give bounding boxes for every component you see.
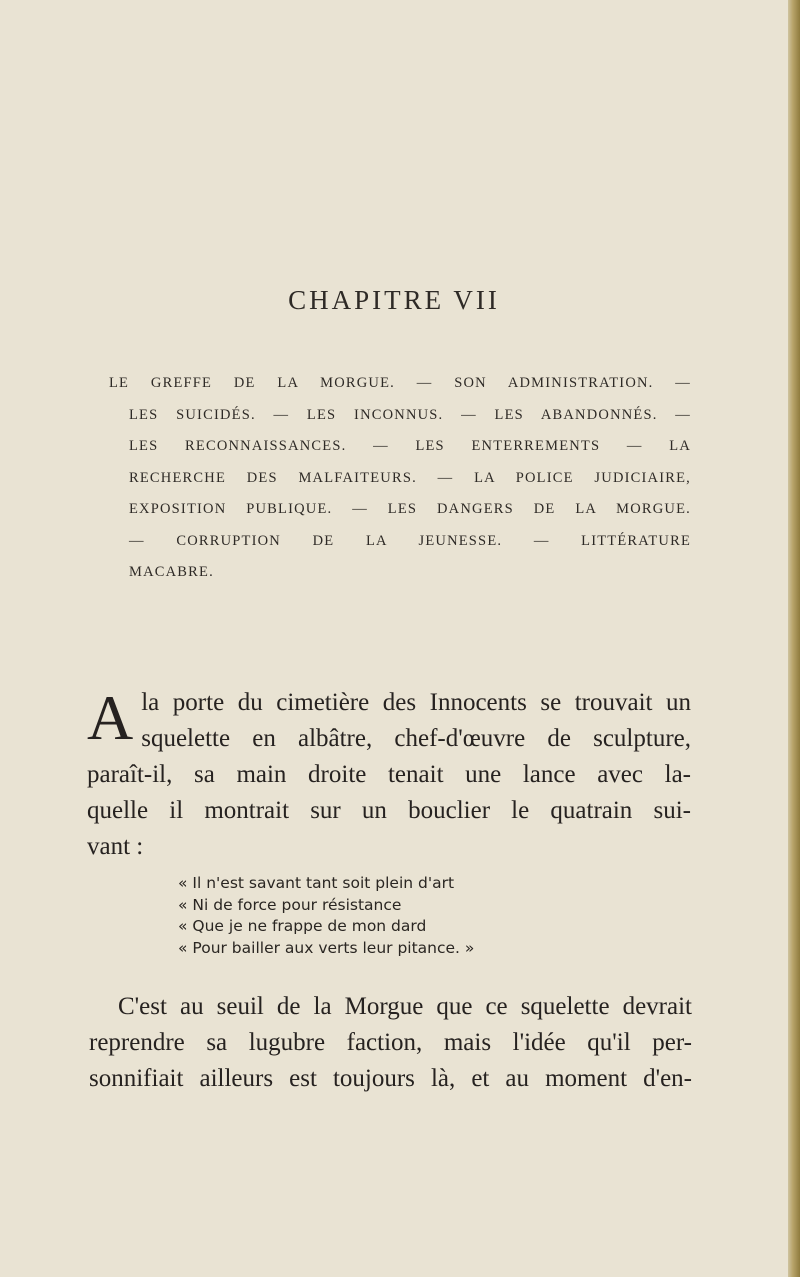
paragraph-line: paraît-il, sa main droite tenait une lance avec la-: [87, 761, 691, 788]
chapter-summary: [109, 368, 691, 589]
verse-line: « Ni de force pour résistance: [178, 895, 402, 914]
summary-line: LES RECONNAISSANCES. — LES ENTERREMENTS — LA: [129, 438, 691, 454]
summary-line: — CORRUPTION DE LA JEUNESSE. — LITTÉRATURE: [129, 532, 691, 549]
paragraph-line: squelette en albâtre, chef-d'œuvre de sculpture,: [141, 725, 691, 752]
paragraph-line: sonnifiait ailleurs est toujours là, et au moment d'en-: [89, 1065, 692, 1092]
chapter-title: CHAPITRE VII: [288, 285, 500, 315]
paragraph-line: quelle il montrait sur un bouclier le quatrain sui-: [87, 797, 691, 824]
paragraph-2: [89, 989, 692, 1097]
paragraph-line: vant :: [87, 833, 144, 860]
quatrain: [178, 873, 474, 959]
paragraph-line: la porte du cimetière des Innocents se trouvait un: [141, 689, 691, 716]
summary-line: EXPOSITION PUBLIQUE. — LES DANGERS DE LA MORGUE.: [129, 501, 691, 517]
drop-cap: A: [87, 682, 134, 753]
verse-line: « Pour bailler aux verts leur pitance. »: [178, 938, 475, 957]
summary-line: RECHERCHE DES MALFAITEURS. — LA POLICE JUDICIAIRE,: [129, 469, 691, 486]
page-edge: [788, 0, 800, 1277]
summary-line: MACABRE.: [129, 564, 214, 580]
summary-line: LE GREFFE DE LA MORGUE. — SON ADMINISTRATION. —: [109, 375, 691, 391]
paragraph-1: [87, 682, 691, 865]
paragraph-line: C'est au seuil de la Morgue que ce squelette devrait: [118, 993, 692, 1020]
paragraph-line: reprendre sa lugubre faction, mais l'idée qu'il per-: [89, 1029, 692, 1056]
verse-line: « Que je ne frappe de mon dard: [178, 917, 427, 935]
verse-line: « Il n'est savant tant soit plein d'art: [178, 874, 455, 892]
summary-line: LES SUICIDÉS. — LES INCONNUS. — LES ABANDONNÉS. —: [129, 406, 691, 423]
